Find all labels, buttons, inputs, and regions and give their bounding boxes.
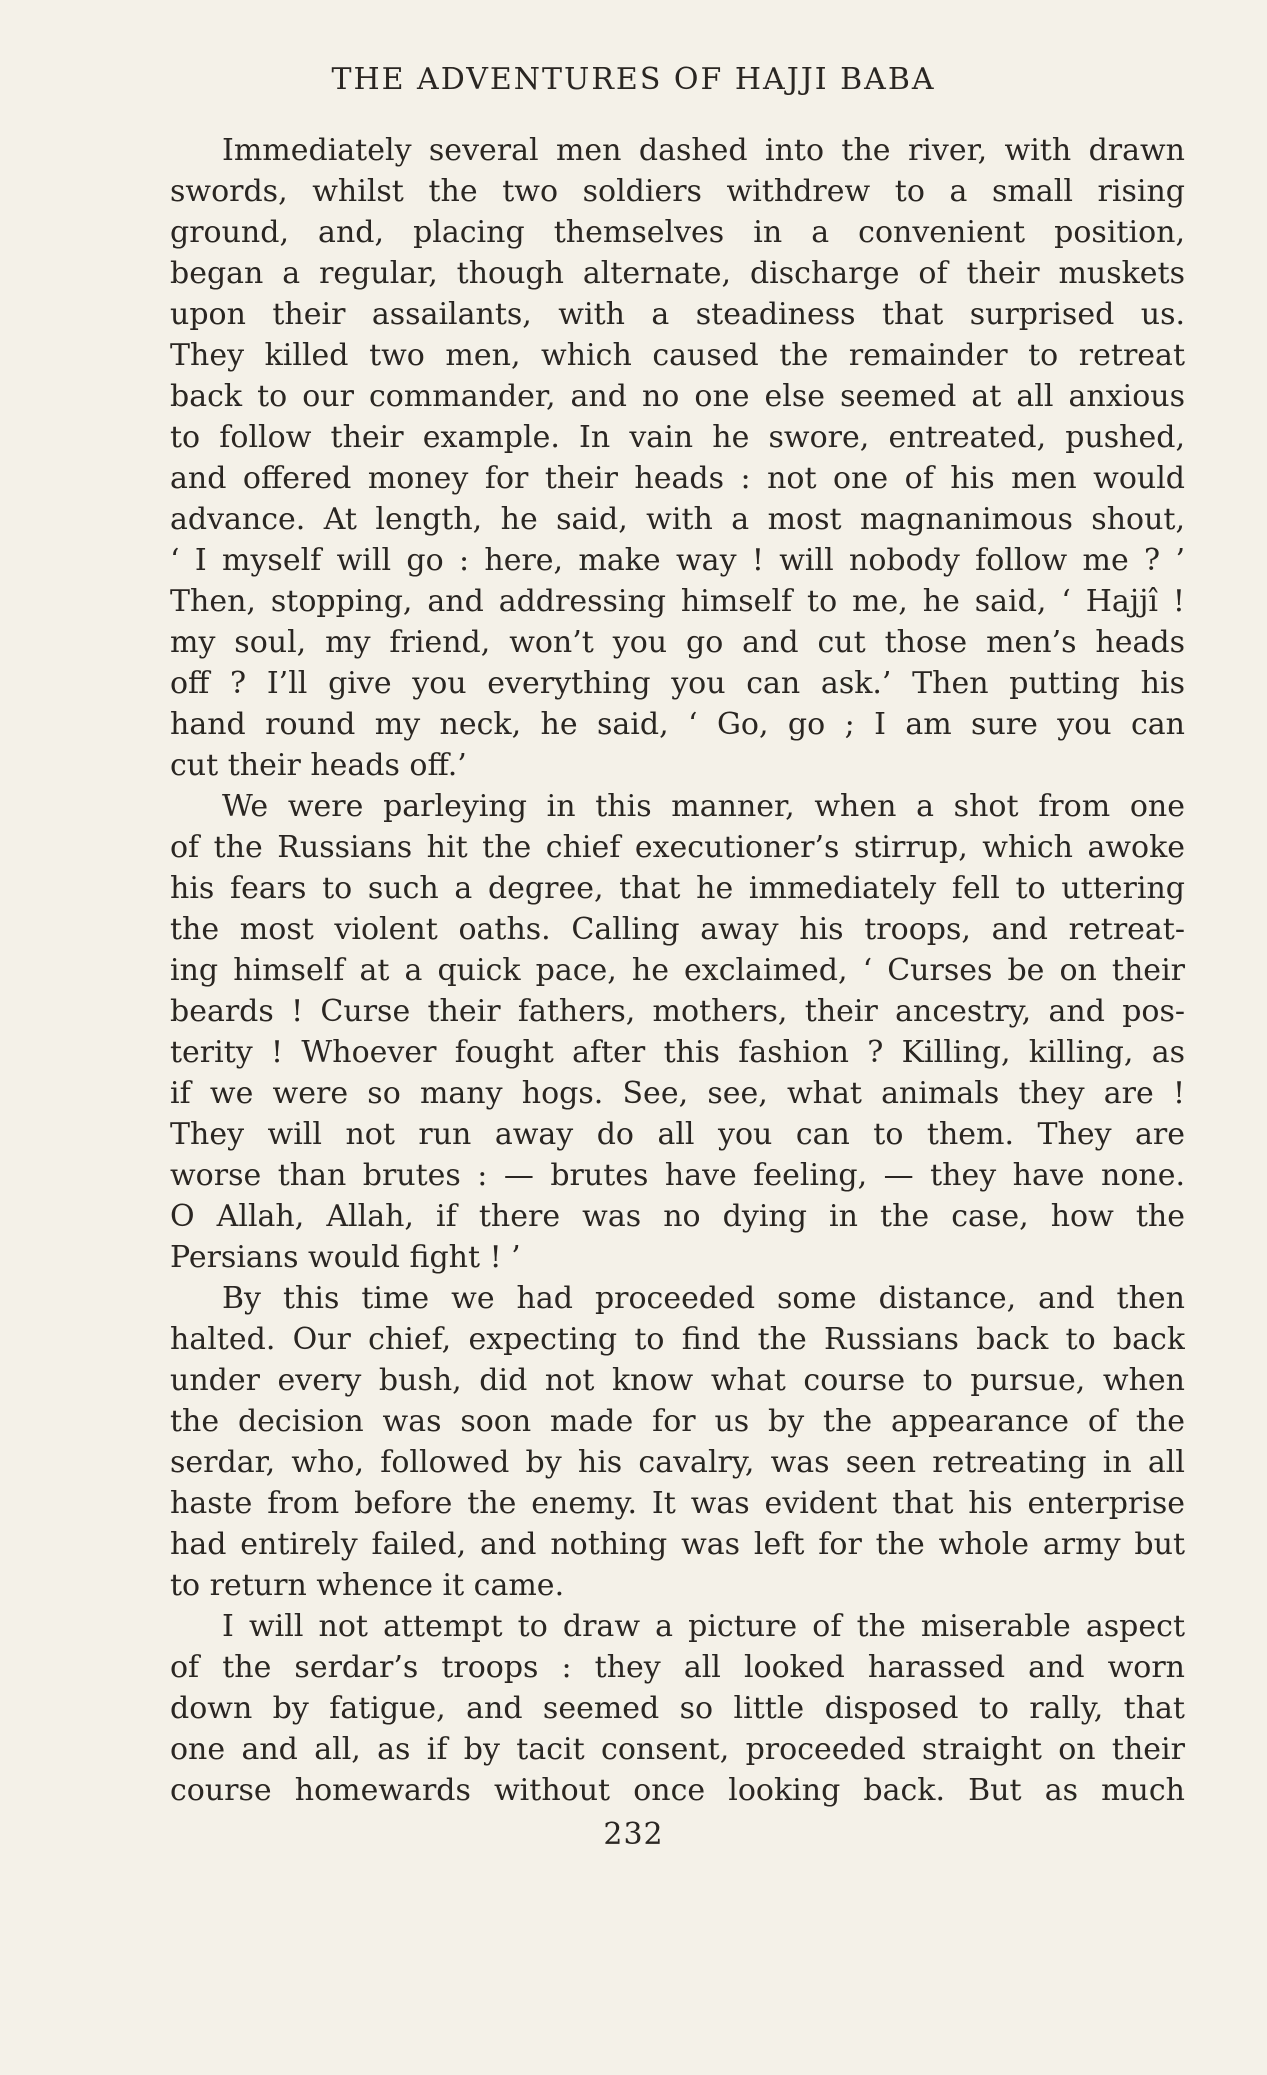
running-head: THE ADVENTURES OF HAJJI BABA: [331, 62, 936, 97]
text-line: halted. Our chief, expecting to find the Russians back to back: [170, 1322, 1185, 1357]
text-line: Immediately several men dashed into the river, with drawn: [222, 133, 1185, 168]
text-line: began a regular, though alternate, discharge of their muskets: [170, 256, 1185, 291]
text-line: ‘ I myself will go : here, make way ! will nobody follow me ? ’: [170, 543, 1185, 578]
text-line: down by fatigue, and seemed so little disposed to rally, that: [170, 1691, 1185, 1726]
text-line: under every bush, did not know what course to pursue, when: [170, 1363, 1185, 1398]
text-line: worse than brutes : — brutes have feeling, — they have none.: [170, 1158, 1185, 1193]
page-number: 232: [603, 1817, 664, 1852]
body-text: [170, 130, 1185, 1811]
text-line: one and all, as if by tacit consent, proceeded straight on their: [170, 1732, 1185, 1767]
text-line: if we were so many hogs. See, see, what animals they are !: [170, 1076, 1185, 1111]
text-line: course homewards without once looking back. But as much: [170, 1773, 1185, 1808]
text-line: They killed two men, which caused the remainder to retreat: [170, 338, 1185, 373]
text-line: my soul, my friend, won’t you go and cut those men’s heads: [170, 625, 1185, 660]
text-line: serdar, who, followed by his cavalry, was seen retreating in all: [170, 1445, 1185, 1480]
text-line: the decision was soon made for us by the appearance of the: [170, 1404, 1185, 1439]
text-line: to return whence it came.: [170, 1568, 565, 1603]
text-line: his fears to such a degree, that he immediately fell to uttering: [170, 871, 1185, 906]
text-line: terity ! Whoever fought after this fashion ? Killing, killing, as: [170, 1035, 1185, 1070]
text-line: ground, and, placing themselves in a convenient position,: [170, 215, 1185, 250]
text-line: the most violent oaths. Calling away his troops, and retreat-: [170, 912, 1185, 947]
text-line: beards ! Curse their fathers, mothers, their ancestry, and pos-: [170, 994, 1185, 1029]
text-line: cut their heads off.’: [170, 748, 467, 783]
text-line: to follow their example. In vain he swore, entreated, pushed,: [170, 420, 1185, 455]
text-line: ing himself at a quick pace, he exclaimed, ‘ Curses be on their: [170, 953, 1185, 988]
text-line: They will not run away do all you can to them. They are: [170, 1117, 1185, 1152]
text-line: off ? I’ll give you everything you can ask.’ Then putting his: [170, 666, 1185, 701]
text-line: of the Russians hit the chief executioner’s stirrup, which awoke: [170, 830, 1185, 865]
text-line: swords, whilst the two soldiers withdrew to a small rising: [170, 174, 1185, 209]
text-line: haste from before the enemy. It was evident that his enterprise: [170, 1486, 1185, 1521]
text-line: Persians would fight ! ’: [170, 1240, 521, 1275]
text-line: back to our commander, and no one else seemed at all anxious: [170, 379, 1185, 414]
text-line: of the serdar’s troops : they all looked harassed and worn: [170, 1650, 1185, 1685]
text-line: O Allah, Allah, if there was no dying in the case, how the: [170, 1199, 1185, 1234]
text-line: upon their assailants, with a steadiness that surprised us.: [170, 297, 1185, 332]
text-line: had entirely failed, and nothing was left for the whole army but: [170, 1527, 1185, 1562]
text-line: hand round my neck, he said, ‘ Go, go ; I am sure you can: [170, 707, 1185, 742]
text-line: and offered money for their heads : not one of his men would: [170, 461, 1185, 496]
text-line: By this time we had proceeded some distance, and then: [222, 1281, 1185, 1316]
text-line: Then, stopping, and addressing himself to me, he said, ‘ Hajjî !: [170, 584, 1185, 619]
text-line: advance. At length, he said, with a most magnanimous shout,: [170, 502, 1185, 537]
text-line: We were parleying in this manner, when a shot from one: [222, 789, 1185, 824]
text-line: I will not attempt to draw a picture of the miserable aspect: [222, 1609, 1185, 1644]
